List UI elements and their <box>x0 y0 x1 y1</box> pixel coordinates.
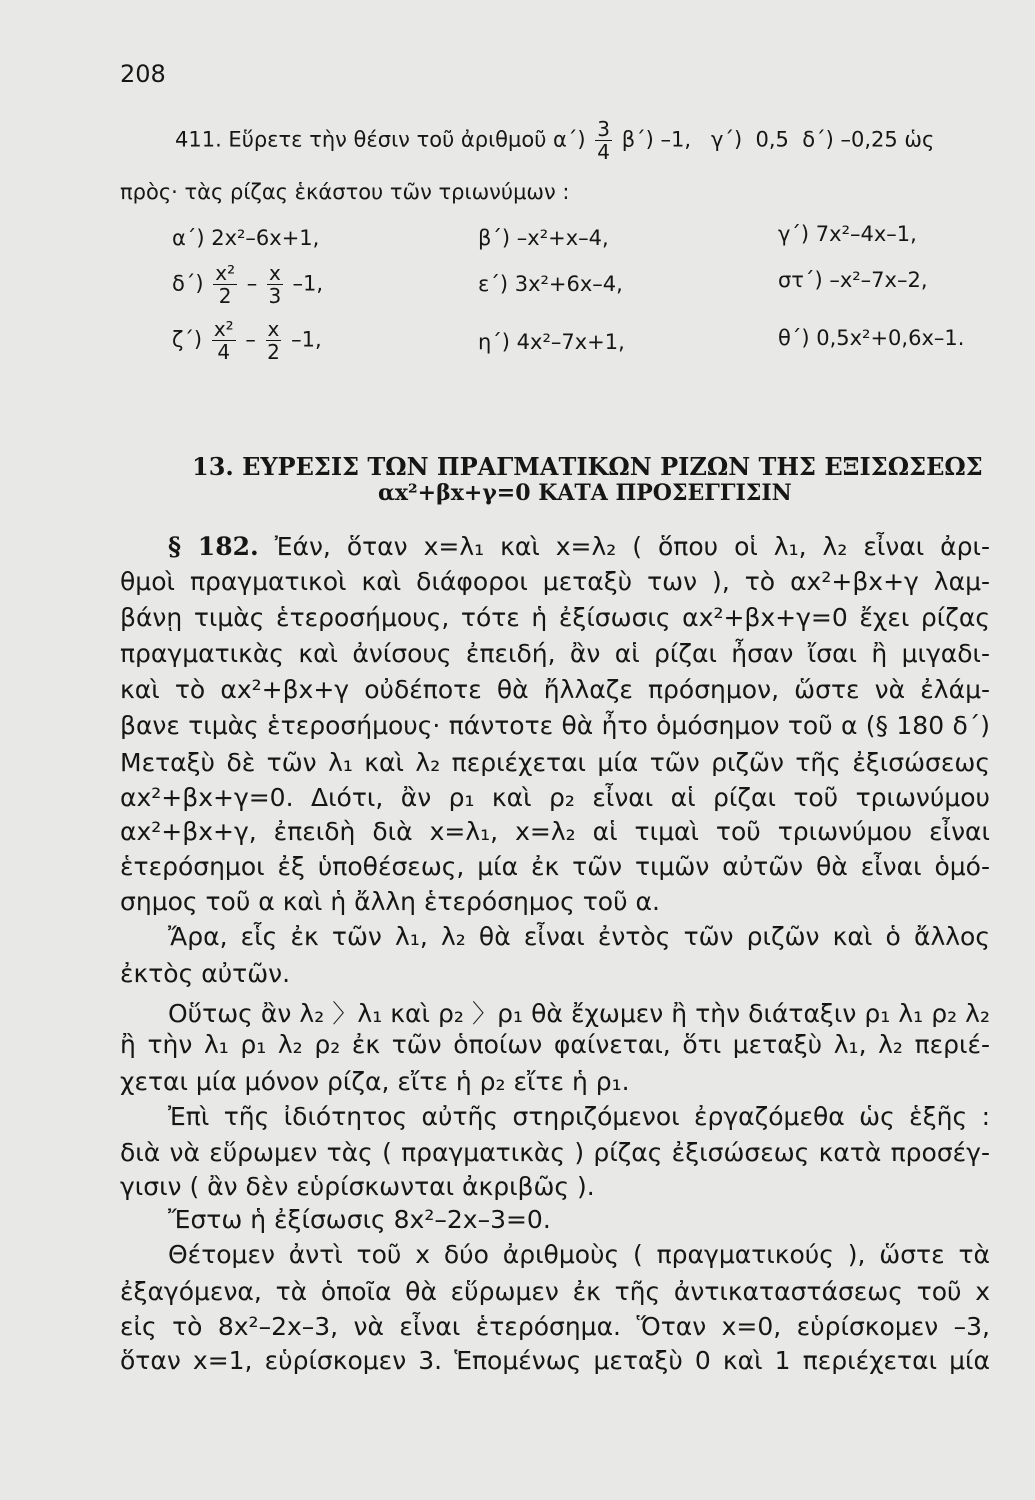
body-line <box>168 532 990 561</box>
fraction <box>267 262 283 307</box>
item-z <box>172 318 322 363</box>
body-line: ὅταν x=1, εὑρίσκομεν 3. Ἑπομένως μεταξὺ 0 καὶ 1 περιέχεται μία <box>120 1346 990 1375</box>
exercise-411 <box>175 118 934 163</box>
body-line: χεται μία μόνον ρίζα, εἴτε ἡ ρ₂ εἴτε ἡ ρ₁. <box>120 1067 630 1096</box>
minus: – <box>245 327 256 352</box>
denominator: 3 <box>268 284 282 308</box>
body-line: ἐξαγόμενα, τὰ ὁποῖα θὰ εὕρωμεν ἐκ τῆς ἀντικαταστάσεως τοῦ x <box>120 1277 990 1306</box>
exercise-intro: 411. Εὕρετε τὴν θέσιν τοῦ ἀριθμοῦ α΄) <box>175 127 586 152</box>
fraction <box>595 118 612 163</box>
numerator: x² <box>213 317 234 341</box>
body-line: Ἔστω ἡ ἐξίσωσις 8x²–2x–3=0. <box>168 1205 551 1234</box>
body-line: Οὕτως ἂν λ₂ 〉λ₁ καὶ ρ₂ 〉ρ₁ θὰ ἔχωμεν ἢ τὴν διάταξιν ρ₁ λ₁ ρ₂ λ₂ <box>168 999 990 1028</box>
fraction <box>212 318 236 363</box>
body-line: βάνῃ τιμὰς ἑτεροσήμους, τότε ἡ ἐξίσωσις αx²+βx+γ=0 ἔχει ρίζας <box>120 603 990 632</box>
tail: –1, <box>292 271 324 296</box>
body-line: ἑτερόσημοι ἐξ ὑποθέσεως, μία ἐκ τῶν τιμῶν αὐτῶν θὰ εἶναι ὁμό- <box>120 852 990 881</box>
denominator: 2 <box>218 284 232 308</box>
body-line: διὰ νὰ εὕρωμεν τὰς ( πραγματικὰς ) ρίζας ἐξισώσεως κατὰ προσέγ- <box>120 1138 990 1167</box>
body-line: Ἄρα, εἷς ἐκ τῶν λ₁, λ₂ θὰ εἶναι ἐντὸς τῶν ριζῶν καὶ ὁ ἄλλος <box>168 922 990 951</box>
denominator: 4 <box>217 340 231 364</box>
item-h: η΄) 4x²–7x+1, <box>478 330 625 354</box>
fraction <box>213 262 237 307</box>
item-d <box>172 262 323 307</box>
body-line: γισιν ( ἂν δὲν εὑρίσκωνται ἀκριβῶς ). <box>120 1172 595 1201</box>
item-b: β΄) –x²+x–4, <box>478 226 609 250</box>
numerator: x² <box>215 261 236 285</box>
body-line: βανε τιμὰς ἑτεροσήμους· πάντοτε θὰ ἦτο ὁμόσημον τοῦ α (§ 180 δ΄) <box>120 711 990 740</box>
item-e: ε΄) 3x²+6x–4, <box>478 272 623 296</box>
body-line: αx²+βx+γ, ἐπειδὴ διὰ x=λ₁, x=λ₂ αἱ τιμαὶ τοῦ τριωνύμου εἶναι <box>120 817 990 846</box>
body-line: αx²+βx+γ=0. Διότι, ἂν ρ₁ καὶ ρ₂ εἶναι αἱ ρίζαι τοῦ τριωνύμου <box>120 783 990 812</box>
body-line: Θέτομεν ἀντὶ τοῦ x δύο ἀριθμοὺς ( πραγματικούς ), ὥστε τὰ <box>168 1240 990 1269</box>
item-th: θ΄) 0,5x²+0,6x–1. <box>778 326 965 350</box>
body-line: ἢ τὴν λ₁ ρ₁ λ₂ ρ₂ ἐκ τῶν ὁποίων φαίνεται, ὅτι μεταξὺ λ₁, λ₂ περιέ- <box>120 1030 990 1059</box>
section-subtitle: αx²+βx+γ=0 ΚΑΤΑ ΠΡΟΣΕΓΓΙΣΙΝ <box>378 480 792 506</box>
item-a: α΄) 2x²–6x+1, <box>172 226 320 250</box>
minus: – <box>246 271 258 296</box>
body-line: ἐκτὸς αὐτῶν. <box>120 959 291 988</box>
item-label: δ΄) <box>172 271 204 296</box>
body-line: καὶ τὸ αx²+βx+γ οὐδέποτε θὰ ἤλλαζε πρόσημον, ὥστε νὰ ἐλάμ- <box>120 675 990 704</box>
denominator: 2 <box>267 340 280 364</box>
paragraph-mark: § 182. <box>168 532 259 561</box>
denominator: 4 <box>597 140 611 164</box>
page-number: 208 <box>120 60 166 88</box>
body-line: θμοὶ πραγματικοὶ καὶ διάφοροι μεταξὺ των ), τὸ αx²+βx+γ λαμ- <box>120 567 990 596</box>
numerator: 3 <box>597 117 611 141</box>
item-label: ζ΄) <box>172 327 203 352</box>
body-line: Ἐπὶ τῆς ἰδιότητος αὐτῆς στηριζόμενοι ἐργαζόμεθα ὡς ἑξῆς : <box>168 1102 990 1131</box>
section-title: 13. ΕΥΡΕΣΙΣ ΤΩΝ ΠΡΑΓΜΑΤΙΚΩΝ ΡΙΖΩΝ ΤΗΣ ΕΞΙΣΩΣΕΩΣ <box>192 452 983 481</box>
fraction <box>266 318 282 363</box>
body-line: πραγματικὰς καὶ ἀνίσους ἐπειδή, ἂν αἱ ρίζαι ἦσαν ἴσαι ἢ μιγαδι- <box>120 639 990 668</box>
exercise-line2: πρὸς· τὰς ρίζας ἑκάστου τῶν τριωνύμων : <box>120 180 570 204</box>
item-g: γ΄) 7x²–4x–1, <box>778 222 917 246</box>
item-st: στ΄) –x²–7x–2, <box>778 268 928 292</box>
body-line: εἰς τὸ 8x²–2x–3, νὰ εἶναι ἑτερόσημα. Ὅταν x=0, εὑρίσκομεν –3, <box>120 1312 990 1341</box>
body-line: Μεταξὺ δὲ τῶν λ₁ καὶ λ₂ περιέχεται μία τῶν ριζῶν τῆς ἐξισώσεως <box>120 748 990 777</box>
exercise-rest: β΄) –1, γ΄) 0,5 δ΄) –0,25 ὡς <box>621 127 935 152</box>
numerator: x <box>268 261 281 285</box>
line-text: Ἐάν, ὅταν x=λ₁ καὶ x=λ₂ ( ὅπου οἱ λ₁, λ₂ εἶναι ἀρι- <box>274 532 991 561</box>
tail: –1, <box>291 327 322 352</box>
numerator: x <box>267 317 280 341</box>
body-line: σημος τοῦ α καὶ ἡ ἄλλη ἑτερόσημος τοῦ α. <box>120 887 660 916</box>
